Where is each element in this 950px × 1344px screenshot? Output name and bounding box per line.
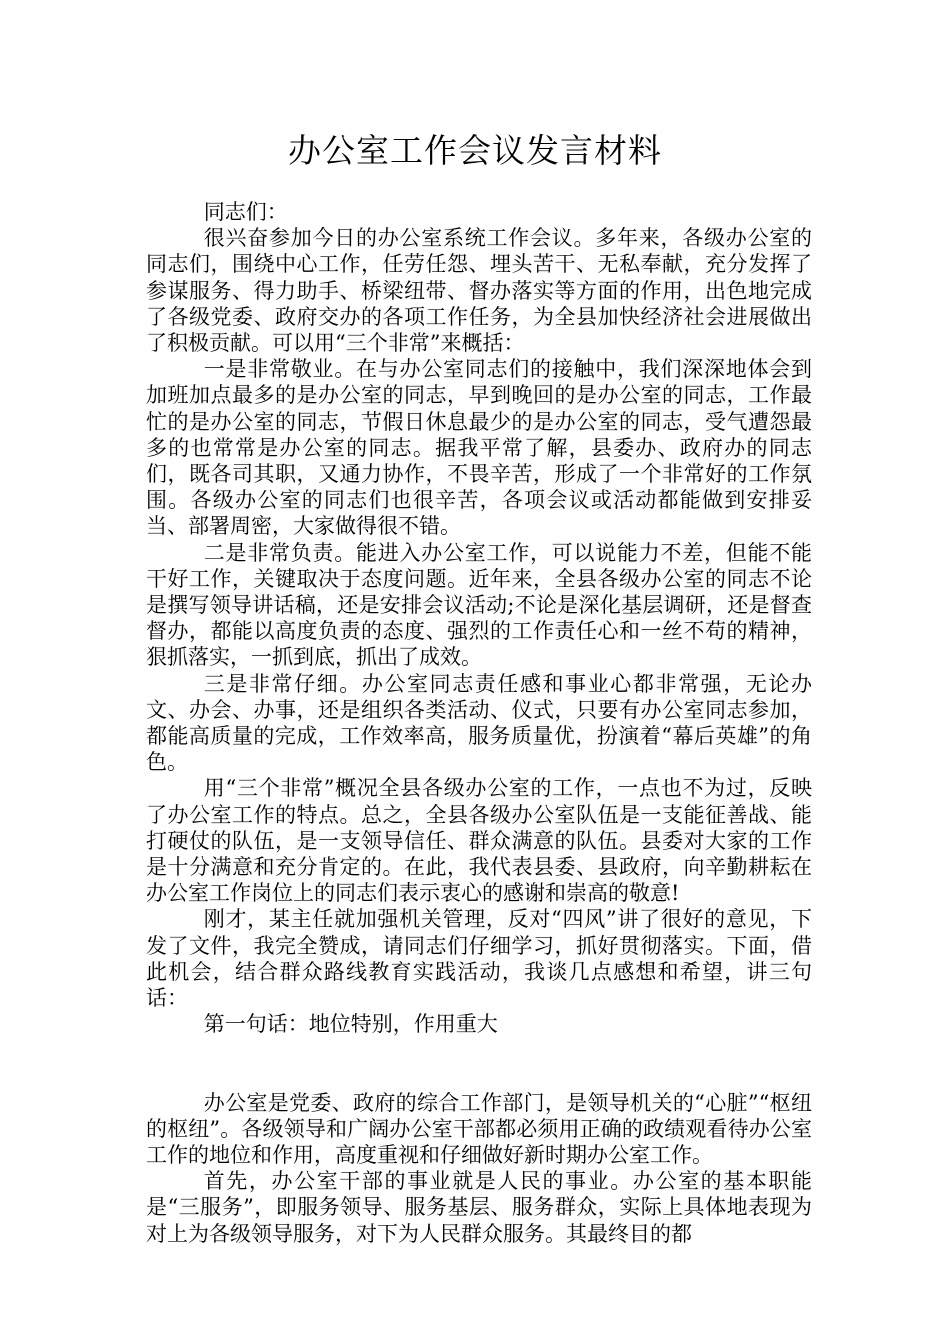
body-paragraph: 三是非常仔细。办公室同志责任感和事业心都非常强，无论办文、办会、办事，还是组织各类活动、仪式，只要有办公室同志参加，都能高质量的完成，工作效率高，服务质量优，扮演着“幕后英雄”的角色。 [146,671,812,775]
blank-line [146,1038,812,1090]
body-paragraph: 一是非常敬业。在与办公室同志们的接触中，我们深深地体会到加班加点最多的是办公室的同志，早到晚回的是办公室的同志，工作最忙的是办公室的同志，节假日休息最少的是办公室的同志，受气遭怨最多的也常常是办公室的同志。据我平常了解，县委办、政府办的同志们，既各司其职，又通力协作，不畏辛苦，形成了一个非常好的工作氛围。各级办公室的同志们也很辛苦，各项会议或活动都能做到安排妥当、部署周密，大家做得很不错。 [146,357,812,539]
document-title: 办公室工作会议发言材料 [288,131,662,170]
body-paragraph: 用“三个非常”概况全县各级办公室的工作，一点也不为过，反映了办公室工作的特点。总之，全县各级办公室队伍是一支能征善战、能打硬仗的队伍，是一支领导信任、群众满意的队伍。县委对大家的工作是十分满意和充分肯定的。在此，我代表县委、县政府，向辛勤耕耘在办公室工作岗位上的同志们表示衷心的感谢和崇高的敬意! [146,776,812,906]
body-paragraph: 首先，办公室干部的事业就是人民的事业。办公室的基本职能是“三服务”，即服务领导、服务基层、服务群众，实际上具体地表现为对上为各级领导服务，对下为人民群众服务。其最终目的都 [146,1169,812,1246]
body-paragraph: 很兴奋参加今日的办公室系统工作会议。多年来，各级办公室的同志们，围绕中心工作，任劳任怨、埋头苦干、无私奉献，充分发挥了参谋服务、得力助手、桥梁纽带、督办落实等方面的作用，出色地完成了各级党委、政府交办的各项工作任务，为全县加快经济社会进展做出了积极贡献。可以用“三个非常”来概括： [146,226,812,356]
body-paragraph: 二是非常负责。能进入办公室工作，可以说能力不差，但能不能干好工作，关键取决于态度问题。近年来，全县各级办公室的同志不论是撰写领导讲话稿，还是安排会议活动;不论是深化基层调研，还是督查督办，都能以高度负责的态度、强烈的工作责任心和一丝不苟的精神，狠抓落实，一抓到底，抓出了成效。 [146,540,812,670]
salutation-paragraph: 同志们： [203,200,288,224]
body-paragraph: 办公室是党委、政府的综合工作部门，是领导机关的“心脏”“枢纽的枢纽”。各级领导和广阔办公室干部都必须用正确的政绩观看待办公室工作的地位和作用，高度重视和仔细做好新时期办公室工作。 [146,1090,812,1167]
document-body [146,199,812,1247]
section-heading: 第一句话：地位特别，作用重大 [203,1012,498,1037]
body-paragraph: 刚才，某主任就加强机关管理，反对“四风”讲了很好的意见，下发了文件，我完全赞成，请同志们仔细学习，抓好贯彻落实。下面，借此机会，结合群众路线教育实践活动，我谈几点感想和希望，讲三句话： [146,907,812,1011]
